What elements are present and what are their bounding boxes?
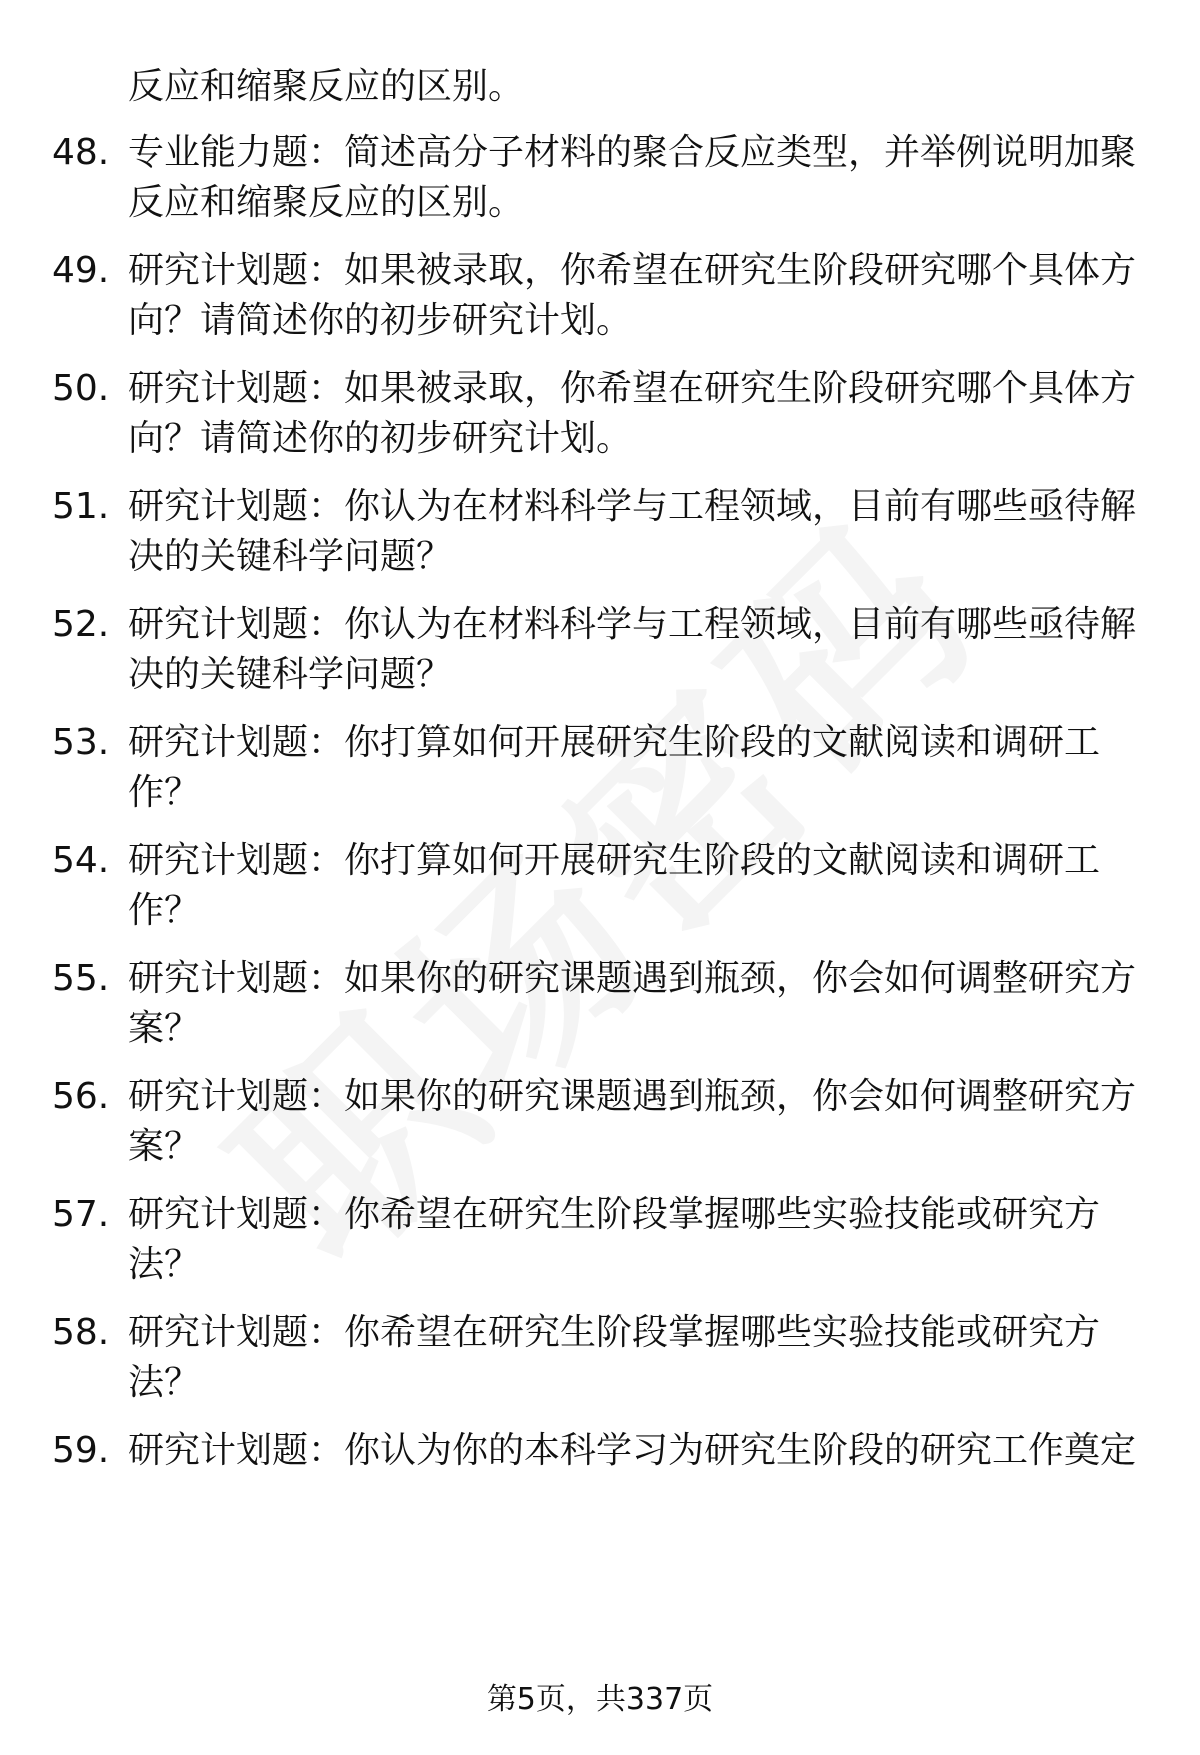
item-text: 研究计划题：如果被录取，你希望在研究生阶段研究哪个具体方向？请简述你的初步研究计划。 bbox=[128, 368, 1137, 459]
item-text: 研究计划题：你认为在材料科学与工程领域，目前有哪些亟待解决的关键科学问题？ bbox=[128, 604, 1137, 695]
list-item bbox=[0, 954, 1200, 1064]
item-number: 49. bbox=[52, 250, 110, 291]
list-item bbox=[0, 1190, 1200, 1300]
item-number: 56. bbox=[52, 1076, 110, 1117]
item-text: 研究计划题：你希望在研究生阶段掌握哪些实验技能或研究方法？ bbox=[128, 1312, 1101, 1403]
list-item bbox=[0, 718, 1200, 828]
item-number: 54. bbox=[52, 840, 110, 881]
item-number: 55. bbox=[52, 958, 110, 999]
list-item bbox=[0, 364, 1200, 474]
list-item bbox=[0, 1308, 1200, 1418]
item-number: 53. bbox=[52, 722, 110, 763]
item-text: 研究计划题：你认为在材料科学与工程领域，目前有哪些亟待解决的关键科学问题？ bbox=[128, 486, 1137, 577]
list-item bbox=[0, 1072, 1200, 1182]
continuation-text: 反应和缩聚反应的区别。 bbox=[128, 66, 525, 107]
item-number: 58. bbox=[52, 1312, 110, 1353]
item-text: 研究计划题：你认为你的本科学习为研究生阶段的研究工作奠定 bbox=[128, 1430, 1137, 1471]
item-number: 48. bbox=[52, 132, 110, 173]
item-number: 51. bbox=[52, 486, 110, 527]
list-item bbox=[0, 128, 1200, 238]
item-text: 研究计划题：你打算如何开展研究生阶段的文献阅读和调研工作？ bbox=[128, 840, 1101, 931]
item-text: 研究计划题：你希望在研究生阶段掌握哪些实验技能或研究方法？ bbox=[128, 1194, 1101, 1285]
item-number: 59. bbox=[52, 1430, 110, 1471]
list-item bbox=[0, 600, 1200, 710]
item-number: 50. bbox=[52, 368, 110, 409]
page-footer: 第5页，共337页 bbox=[486, 1682, 714, 1717]
item-text: 研究计划题：如果你的研究课题遇到瓶颈，你会如何调整研究方案？ bbox=[128, 958, 1137, 1049]
item-text: 研究计划题：如果被录取，你希望在研究生阶段研究哪个具体方向？请简述你的初步研究计划。 bbox=[128, 250, 1137, 341]
list-item bbox=[0, 836, 1200, 946]
list-item bbox=[0, 246, 1200, 356]
list-item bbox=[0, 1426, 1200, 1536]
item-number: 57. bbox=[52, 1194, 110, 1235]
item-number: 52. bbox=[52, 604, 110, 645]
list-item bbox=[0, 482, 1200, 592]
item-text: 研究计划题：如果你的研究课题遇到瓶颈，你会如何调整研究方案？ bbox=[128, 1076, 1137, 1167]
item-text: 专业能力题：简述高分子材料的聚合反应类型，并举例说明加聚反应和缩聚反应的区别。 bbox=[128, 132, 1137, 223]
item-text: 研究计划题：你打算如何开展研究生阶段的文献阅读和调研工作？ bbox=[128, 722, 1101, 813]
